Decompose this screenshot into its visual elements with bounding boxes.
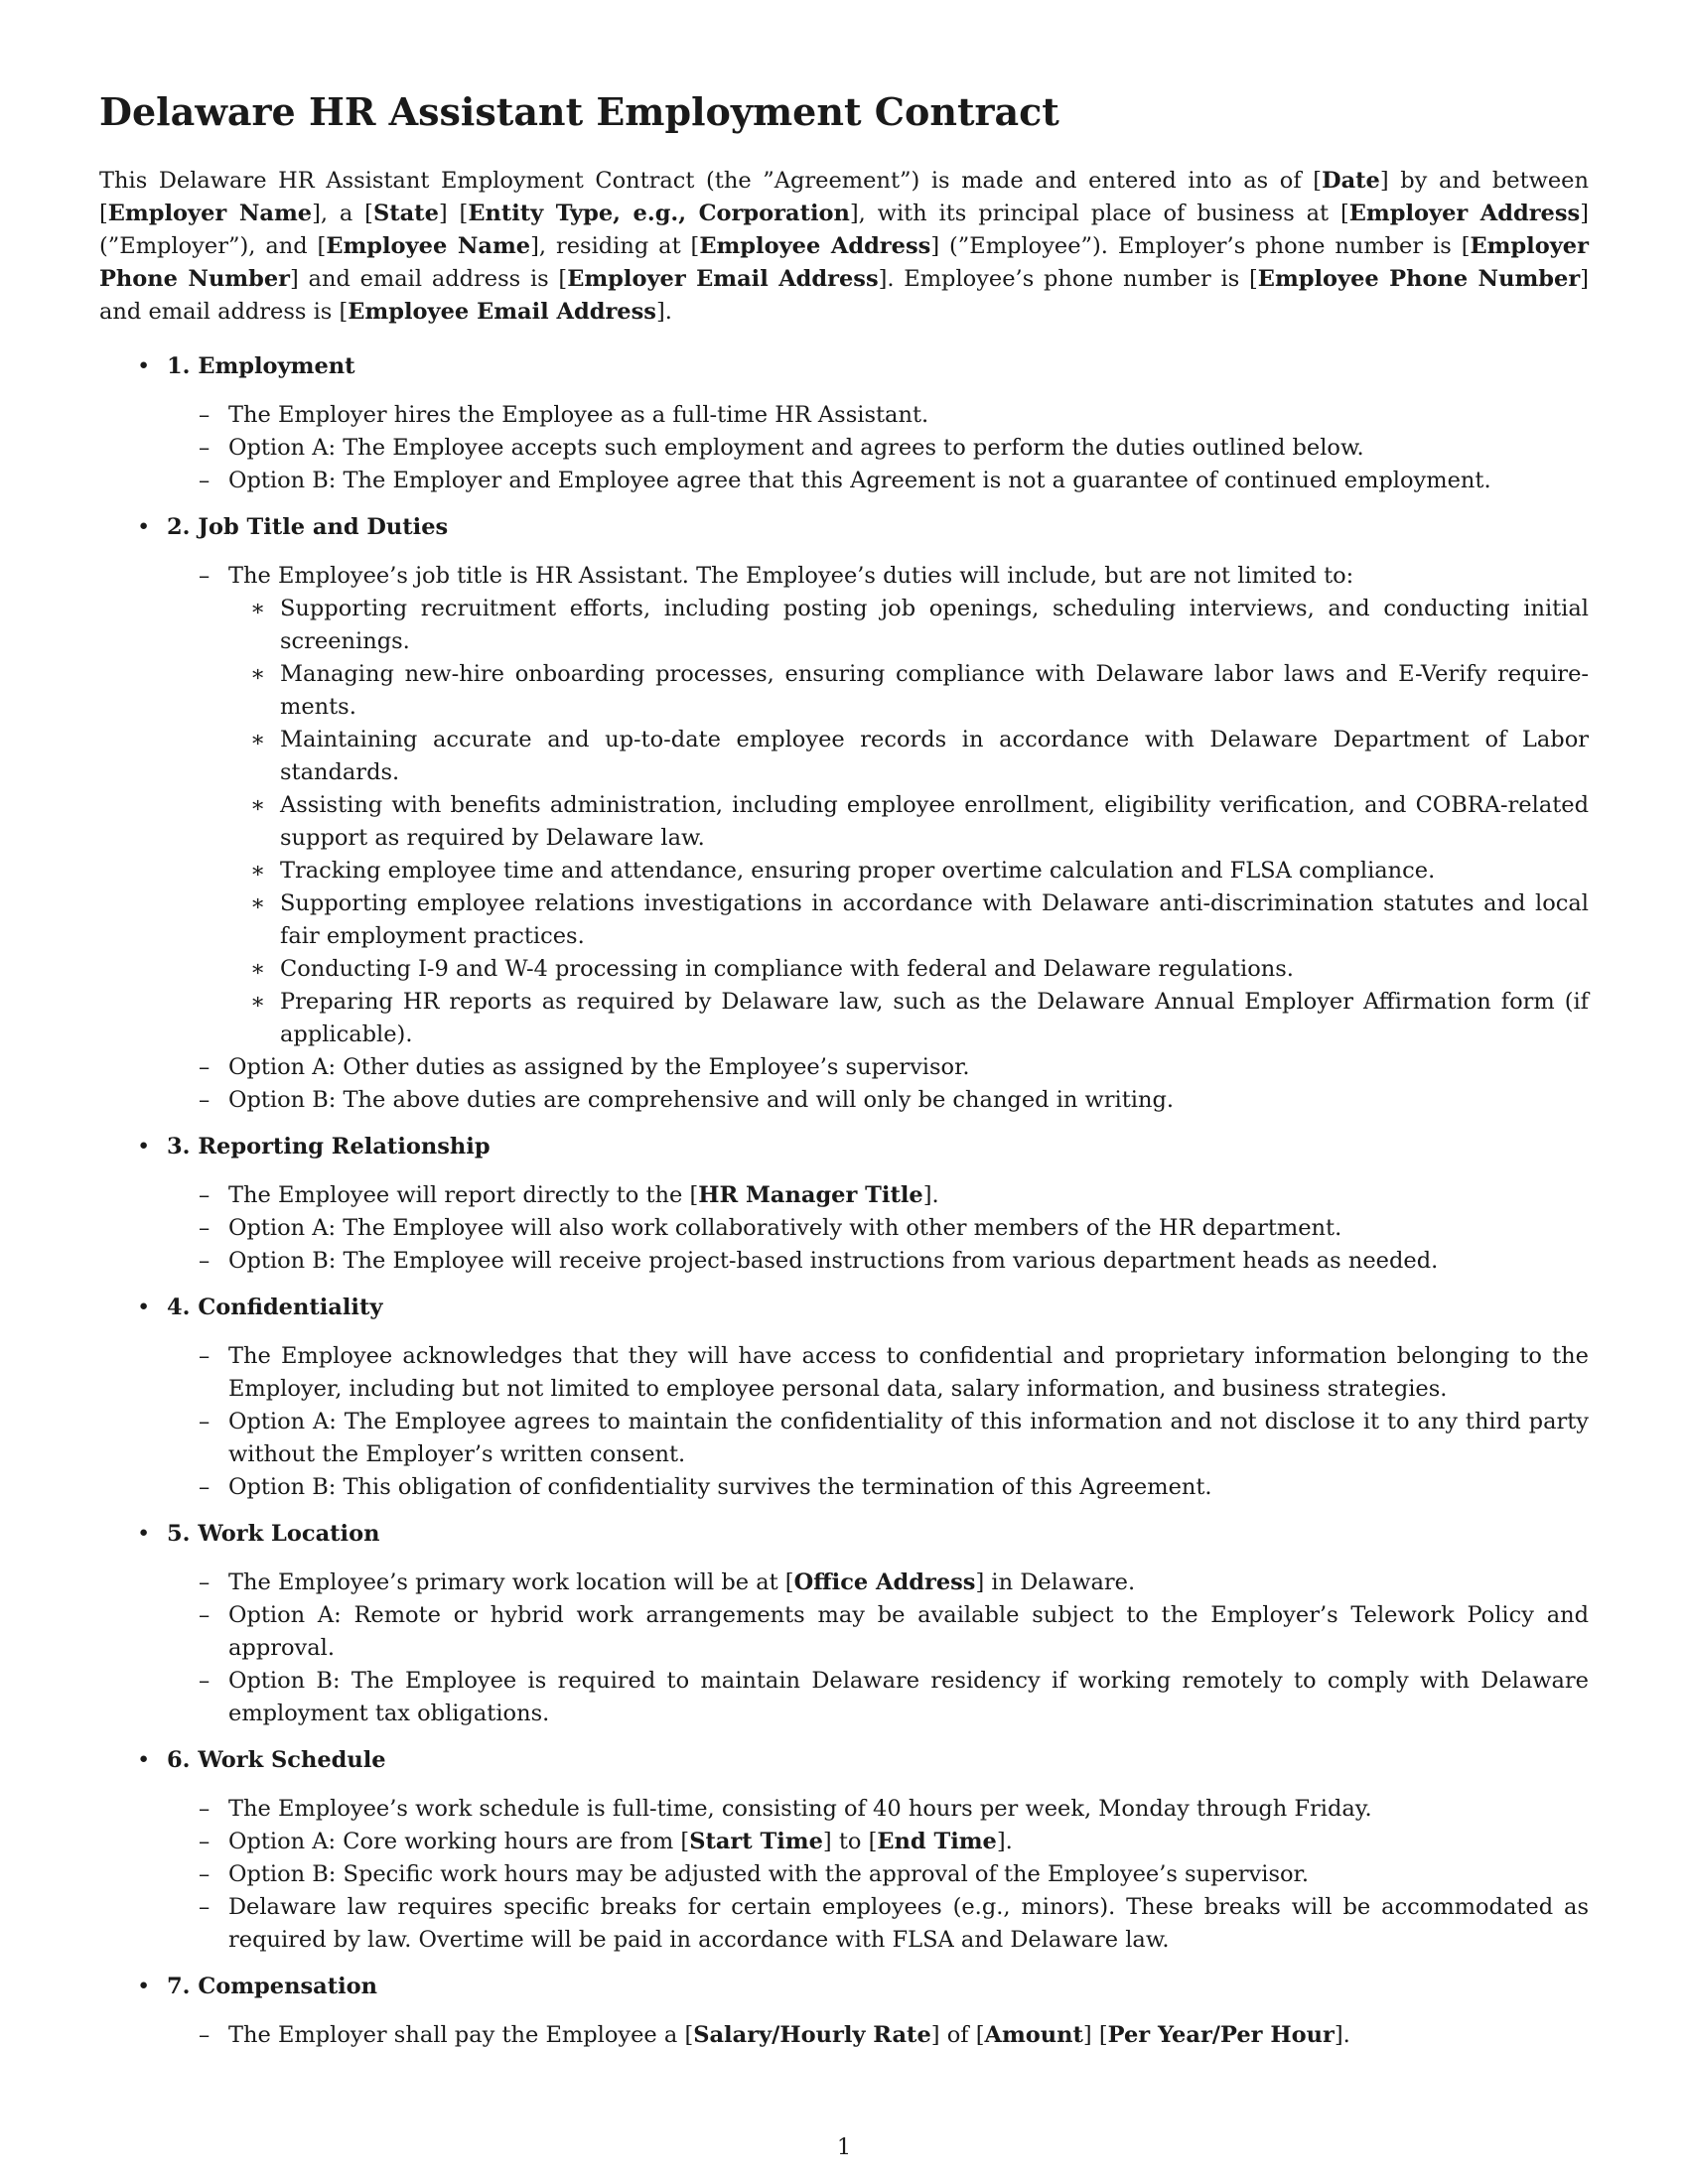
dash-icon: – <box>199 1054 211 1080</box>
placeholder-employee-phone: Employee Phone Number <box>1257 266 1581 292</box>
dash-icon: – <box>199 1829 211 1854</box>
duty-text: Assisting with benefits administration, including employee enrollment, eligibility verification, and COBRA-related support as required by Delaware law. <box>280 792 1589 851</box>
asterisk-icon: ∗ <box>250 989 266 1015</box>
bullet-icon: • <box>137 1521 151 1547</box>
duty-item <box>250 658 1589 724</box>
intro-text: ], residing at [ <box>530 233 700 259</box>
item-text: Option A: Remote or hybrid work arrangements may be available subject to the Employer’s Telework Policy and approval. <box>228 1602 1589 1661</box>
dash-icon: – <box>199 1602 211 1628</box>
intro-text: ] and email address is [ <box>99 266 1589 325</box>
item-text: The Employee will report directly to the [ <box>228 1182 699 1208</box>
item-text: Option B: The above duties are comprehensive and will only be changed in writing. <box>228 1087 1175 1113</box>
dash-icon: – <box>199 2022 211 2048</box>
placeholder-employer-address: Employer Address <box>1348 201 1581 226</box>
duty-text: Maintaining accurate and up-to-date employee records in accordance with Delaware Department of Labor standards. <box>280 727 1589 785</box>
item-text: Option B: This obligation of confidentiality survives the termination of this Agreement. <box>228 1474 1212 1500</box>
list-item <box>199 1567 1589 1599</box>
placeholder-employer-phone: Employer Phone Number <box>99 233 1589 292</box>
duty-item <box>250 953 1589 986</box>
duty-text: Tracking employee time and attendance, ensuring proper overtime calculation and FLSA compliance. <box>280 858 1436 884</box>
section-list <box>99 350 1589 2052</box>
bullet-icon: • <box>137 353 151 379</box>
list-item <box>199 1406 1589 1471</box>
item-list <box>167 2019 1589 2052</box>
item-text: The Employer shall pay the Employee a [ <box>228 2022 694 2048</box>
intro-text: ] (”Employer”), and [ <box>99 201 1589 259</box>
section-title: 2. Job Title and Duties <box>167 514 449 540</box>
dash-icon: – <box>199 1087 211 1113</box>
section-compensation <box>99 1971 1589 2052</box>
section-title: 7. Compensation <box>167 1974 378 1999</box>
item-text: Option B: Specific work hours may be adjusted with the approval of the Employee’s supervisor. <box>228 1861 1309 1887</box>
bullet-icon: • <box>137 1974 151 1999</box>
placeholder-amount: Amount <box>984 2022 1083 2048</box>
intro-text: ] by and between [ <box>99 168 1589 226</box>
placeholder-employee-email: Employee Email Address <box>348 299 656 325</box>
asterisk-icon: ∗ <box>250 890 266 916</box>
section-job-title-duties <box>99 511 1589 1117</box>
item-text: ] of [ <box>930 2022 985 2048</box>
dash-icon: – <box>199 402 211 428</box>
intro-text: ]. Employee’s phone number is [ <box>878 266 1258 292</box>
item-list <box>167 399 1589 497</box>
section-title: 5. Work Location <box>167 1521 380 1547</box>
placeholder-employer-name: Employer Name <box>107 201 313 226</box>
item-text: The Employee’s primary work location will be at [ <box>228 1570 794 1595</box>
asterisk-icon: ∗ <box>250 596 266 621</box>
item-list <box>167 1340 1589 1504</box>
item-text: ] to [ <box>822 1829 878 1854</box>
bullet-icon: • <box>137 514 151 540</box>
list-item <box>199 1051 1589 1084</box>
intro-text: This Delaware HR Assistant Employment Contract (the ”Agreement”) is made and entered into as of [ <box>99 168 1323 194</box>
list-item <box>199 1858 1589 1891</box>
item-text: Option A: The Employee accepts such employment and agrees to perform the duties outlined below. <box>228 435 1364 461</box>
list-item <box>199 2019 1589 2052</box>
dash-icon: – <box>199 1861 211 1887</box>
item-text: ] in Delaware. <box>975 1570 1136 1595</box>
duty-item <box>250 887 1589 953</box>
section-reporting-relationship <box>99 1131 1589 1278</box>
bullet-icon: • <box>137 1134 151 1160</box>
placeholder-state: State <box>372 201 439 226</box>
placeholder-employee-address: Employee Address <box>699 233 931 259</box>
item-text: Option A: The Employee agrees to maintain the confidentiality of this information and not disclose it to any third party without the Employer’s written consent. <box>228 1409 1589 1467</box>
bullet-icon: • <box>137 1747 151 1773</box>
duties-list <box>228 593 1589 1051</box>
item-text: Option A: Other duties as assigned by the Employee’s supervisor. <box>228 1054 970 1080</box>
duty-item <box>250 593 1589 658</box>
list-item <box>199 1793 1589 1826</box>
section-work-schedule <box>99 1744 1589 1957</box>
section-employment <box>99 350 1589 497</box>
item-text: Option B: The Employee is required to maintain Delaware residency if working remotely to comply with Delaware employment tax obligations. <box>228 1668 1589 1726</box>
duty-text: Supporting employee relations investigations in accordance with Delaware anti-discrimination statutes and local fair employment practices. <box>280 890 1589 949</box>
dash-icon: – <box>199 1248 211 1274</box>
section-confidentiality <box>99 1292 1589 1504</box>
item-text: Delaware law requires specific breaks for certain employees (e.g., minors). These breaks will be accommodated as required by law. Overtime will be paid in accordance with FLSA and Delaware law. <box>228 1894 1589 1953</box>
intro-text: ]. <box>655 299 672 325</box>
list-item <box>199 1212 1589 1245</box>
dash-icon: – <box>199 563 211 589</box>
list-item <box>199 1179 1589 1212</box>
intro-text: ] (”Employee”). Employer’s phone number is [ <box>930 233 1471 259</box>
list-item <box>199 399 1589 432</box>
placeholder-employee-name: Employee Name <box>326 233 531 259</box>
duty-item <box>250 855 1589 887</box>
asterisk-icon: ∗ <box>250 858 266 884</box>
item-list <box>167 1793 1589 1957</box>
placeholder-office-address: Office Address <box>793 1570 976 1595</box>
list-item <box>199 1599 1589 1665</box>
duty-item <box>250 789 1589 855</box>
placeholder-employer-email: Employer Email Address <box>567 266 879 292</box>
list-item <box>199 560 1589 1051</box>
placeholder-start-time: Start Time <box>689 1829 823 1854</box>
dash-icon: – <box>199 468 211 493</box>
list-item <box>199 1340 1589 1406</box>
placeholder-hr-manager-title: HR Manager Title <box>698 1182 923 1208</box>
asterisk-icon: ∗ <box>250 792 266 818</box>
page-number: 1 <box>836 2134 852 2160</box>
dash-icon: – <box>199 1894 211 1920</box>
document-page <box>99 87 1589 2066</box>
item-text: The Employee’s work schedule is full-time, consisting of 40 hours per week, Monday through Friday. <box>228 1796 1372 1822</box>
dash-icon: – <box>199 1215 211 1241</box>
dash-icon: – <box>199 1570 211 1595</box>
item-text: ]. <box>922 1182 939 1208</box>
intro-text: ] [ <box>438 201 469 226</box>
duty-text: Managing new-hire onboarding processes, ensuring compliance with Delaware labor laws and E-Verify requirements. <box>280 661 1589 720</box>
item-text: The Employee’s job title is HR Assistant. The Employee’s duties will include, but are not limited to: <box>228 563 1354 589</box>
item-text: Option A: Core working hours are from [ <box>228 1829 690 1854</box>
item-list <box>167 1179 1589 1278</box>
section-title: 1. Employment <box>167 353 355 379</box>
dash-icon: – <box>199 1668 211 1694</box>
item-text: ]. <box>996 1829 1013 1854</box>
list-item <box>199 1665 1589 1730</box>
placeholder-salary-rate: Salary/Hourly Rate <box>693 2022 931 2048</box>
section-title: 3. Reporting Relationship <box>167 1134 491 1160</box>
dash-icon: – <box>199 1796 211 1822</box>
placeholder-date: Date <box>1322 168 1380 194</box>
asterisk-icon: ∗ <box>250 956 266 982</box>
asterisk-icon: ∗ <box>250 727 266 752</box>
list-item <box>199 1245 1589 1278</box>
placeholder-end-time: End Time <box>877 1829 997 1854</box>
intro-paragraph <box>99 165 1589 329</box>
duty-text: Conducting I-9 and W-4 processing in compliance with federal and Delaware regulations. <box>280 956 1294 982</box>
intro-text: ], a [ <box>312 201 373 226</box>
dash-icon: – <box>199 1474 211 1500</box>
list-item <box>199 1891 1589 1957</box>
item-list <box>167 560 1589 1117</box>
list-item <box>199 1084 1589 1117</box>
item-text: The Employer hires the Employee as a full-time HR Assistant. <box>228 402 929 428</box>
list-item <box>199 465 1589 497</box>
section-title: 4. Confidentiality <box>167 1295 383 1320</box>
list-item <box>199 432 1589 465</box>
duty-item <box>250 724 1589 789</box>
duty-text: Supporting recruitment efforts, including posting job openings, scheduling interviews, and conducting initial screenings. <box>280 596 1589 654</box>
item-text: Option A: The Employee will also work collaboratively with other members of the HR department. <box>228 1215 1342 1241</box>
item-list <box>167 1567 1589 1730</box>
item-text: ]. <box>1334 2022 1350 2048</box>
item-text: ] [ <box>1082 2022 1108 2048</box>
item-text: Option B: The Employer and Employee agree that this Agreement is not a guarantee of continued employment. <box>228 468 1491 493</box>
intro-text: ], with its principal place of business at [ <box>849 201 1349 226</box>
placeholder-entity-type: Entity Type, e.g., Corporation <box>468 201 850 226</box>
asterisk-icon: ∗ <box>250 661 266 687</box>
item-text: Option B: The Employee will receive project-based instructions from various department heads as needed. <box>228 1248 1439 1274</box>
bullet-icon: • <box>137 1295 151 1320</box>
intro-text: ] and email address is [ <box>290 266 568 292</box>
dash-icon: – <box>199 1182 211 1208</box>
item-text: The Employee acknowledges that they will have access to confidential and proprietary information belonging to the Employer, including but not limited to employee personal data, salary information, and business strategies. <box>228 1343 1589 1402</box>
list-item <box>199 1471 1589 1504</box>
dash-icon: – <box>199 1409 211 1434</box>
list-item <box>199 1826 1589 1858</box>
duty-text: Preparing HR reports as required by Delaware law, such as the Delaware Annual Employer Affirmation form (if applicable). <box>280 989 1589 1047</box>
section-title: 6. Work Schedule <box>167 1747 386 1773</box>
dash-icon: – <box>199 435 211 461</box>
document-title: Delaware HR Assistant Employment Contract <box>99 89 1059 134</box>
placeholder-period: Per Year/Per Hour <box>1107 2022 1335 2048</box>
duty-item <box>250 986 1589 1051</box>
dash-icon: – <box>199 1343 211 1369</box>
section-work-location <box>99 1518 1589 1730</box>
